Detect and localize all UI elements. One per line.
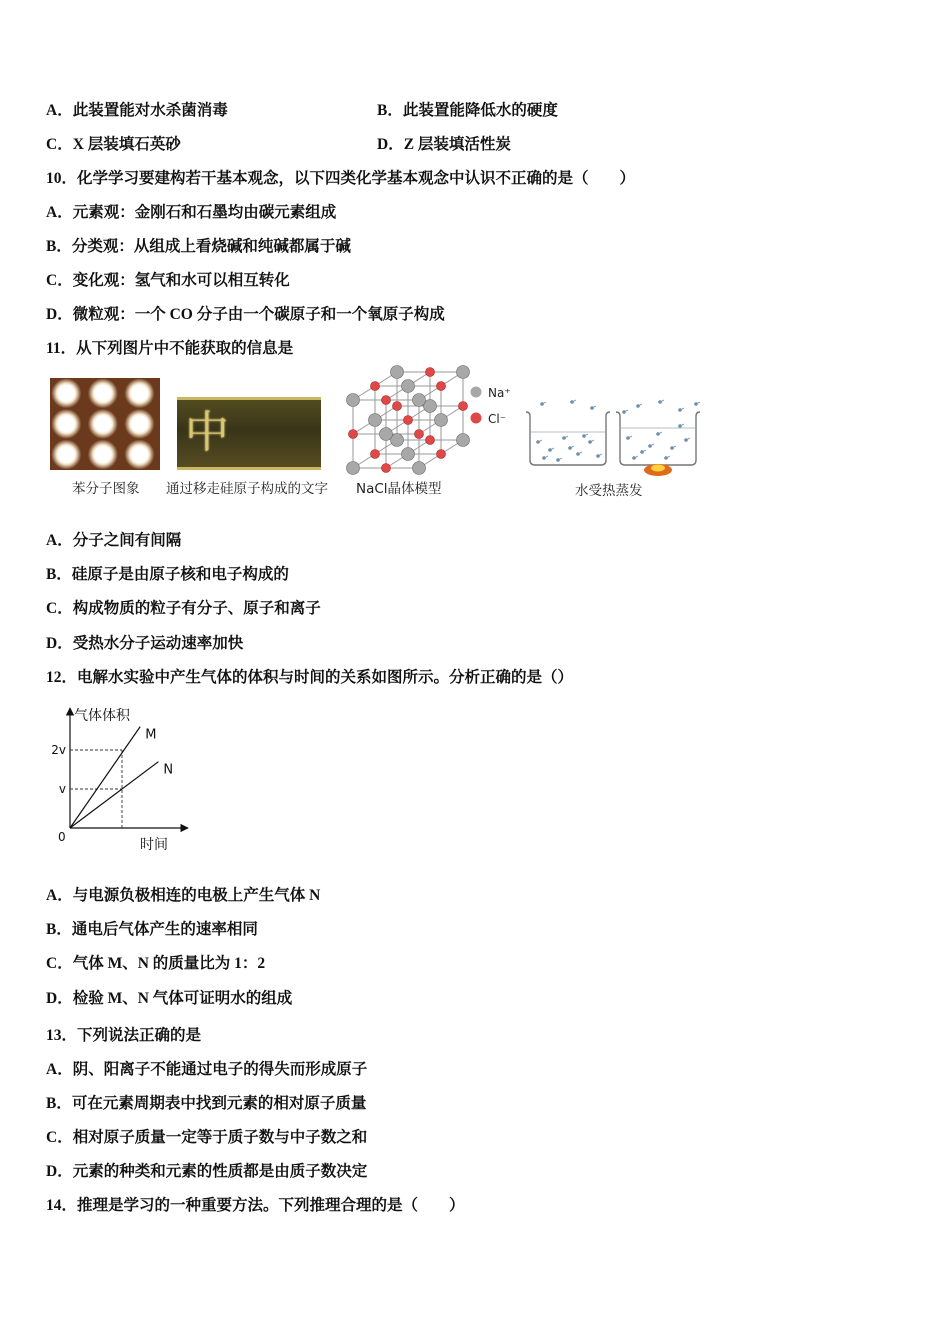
cl-ion: [382, 396, 391, 405]
na-ion: [402, 448, 415, 461]
na-ion: [369, 414, 382, 427]
water-caption: 水受热蒸发: [575, 483, 643, 499]
q9-option-b: B．此装置能降低水的硬度: [377, 102, 558, 119]
q13-option-d: D．元素的种类和元素的性质都是由质子数决定: [46, 1163, 368, 1180]
cl-ion: [382, 464, 391, 473]
origin-label: 0: [58, 830, 66, 844]
q11-option-b: B．硅原子是由原子核和电子构成的: [46, 566, 289, 583]
na-ion: [435, 414, 448, 427]
silicon-caption: 通过移走硅原子构成的文字: [166, 481, 328, 497]
benzene-stm-image: [50, 378, 160, 470]
silicon-text-image: 中: [177, 397, 321, 470]
q13-option-c: C．相对原子质量一定等于质子数与中子数之和: [46, 1129, 368, 1146]
q12-option-b: B．通电后气体产生的速率相同: [46, 921, 258, 938]
cl-ion: [371, 382, 380, 391]
nacl-caption: NaCl晶体模型: [356, 481, 442, 497]
cl-ion: [415, 430, 424, 439]
q13-option-b: B．可在元素周期表中找到元素的相对原子质量: [46, 1095, 367, 1112]
y-tick-2v: 2v: [51, 743, 66, 757]
na-ion: [402, 380, 415, 393]
q10-option-a: A．元素观：金刚石和石墨均由碳元素组成: [46, 204, 337, 221]
cl-legend-label: Cl⁻: [488, 412, 507, 426]
cl-ion: [426, 368, 435, 377]
q9-option-d: D．Z 层装填活性炭: [377, 136, 511, 153]
na-legend-label: Na⁺: [488, 386, 511, 400]
q12-stem: 12．电解水实验中产生气体的体积与时间的关系如图所示。分析正确的是（）: [46, 669, 574, 686]
q10-option-c: C．变化观：氢气和水可以相互转化: [46, 272, 290, 289]
na-ion: [457, 434, 470, 447]
cl-ion: [426, 436, 435, 445]
q11-stem: 11．从下列图片中不能获取的信息是: [46, 340, 294, 357]
cl-legend-marker: [471, 413, 482, 424]
na-ion: [413, 462, 426, 475]
series-line-N: [70, 762, 158, 828]
q12-option-c: C．气体 M、N 的质量比为 1：2: [46, 955, 266, 972]
na-ion: [380, 428, 393, 441]
cl-ion: [459, 402, 468, 411]
y-tick-v: v: [58, 782, 66, 796]
cl-ion: [349, 430, 358, 439]
q12-option-a: A．与电源负极相连的电极上产生气体 N: [46, 887, 321, 904]
na-ion: [347, 394, 360, 407]
cl-ion: [437, 382, 446, 391]
q13-stem: 13．下列说法正确的是: [46, 1027, 202, 1044]
series-label-N: N: [163, 762, 174, 778]
q11-option-c: C．构成物质的粒子有分子、原子和离子: [46, 600, 321, 617]
q11-option-a: A．分子之间有间隔: [46, 532, 182, 549]
x-axis-label: 时间: [140, 837, 168, 853]
flame-core: [651, 465, 665, 472]
na-legend-marker: [471, 387, 482, 398]
na-ion: [391, 366, 404, 379]
na-ion: [347, 462, 360, 475]
series-line-M: [70, 727, 140, 828]
cl-ion: [404, 416, 413, 425]
benzene-caption: 苯分子图象: [72, 481, 140, 497]
q11-option-d: D．受热水分子运动速率加快: [46, 635, 244, 652]
q13-option-a: A．阴、阳离子不能通过电子的得失而形成原子: [46, 1061, 368, 1078]
q10-stem: 10．化学学习要建构若干基本观念，以下四类化学基本观念中认识不正确的是（ ）: [46, 170, 636, 187]
series-label-M: M: [145, 727, 157, 743]
cl-ion: [393, 402, 402, 411]
q14-stem: 14．推理是学习的一种重要方法。下列推理合理的是（ ）: [46, 1197, 465, 1214]
q10-option-b: B．分类观：从组成上看烧碱和纯碱都属于碱: [46, 238, 351, 255]
na-ion: [457, 366, 470, 379]
q9-option-a: A．此装置能对水杀菌消毒: [46, 102, 228, 119]
cl-ion: [371, 450, 380, 459]
y-axis-label: 气体体积: [74, 708, 130, 724]
na-ion: [413, 394, 426, 407]
q10-option-d: D．微粒观：一个 CO 分子由一个碳原子和一个氧原子构成: [46, 306, 445, 323]
water-evaporation-image: [520, 398, 710, 476]
q9-option-c: C．X 层装填石英砂: [46, 136, 181, 153]
q12-option-d: D．检验 M、N 气体可证明水的组成: [46, 990, 293, 1007]
gas-volume-chart: [40, 700, 200, 860]
nacl-lattice-model: [340, 365, 515, 480]
cl-ion: [437, 450, 446, 459]
